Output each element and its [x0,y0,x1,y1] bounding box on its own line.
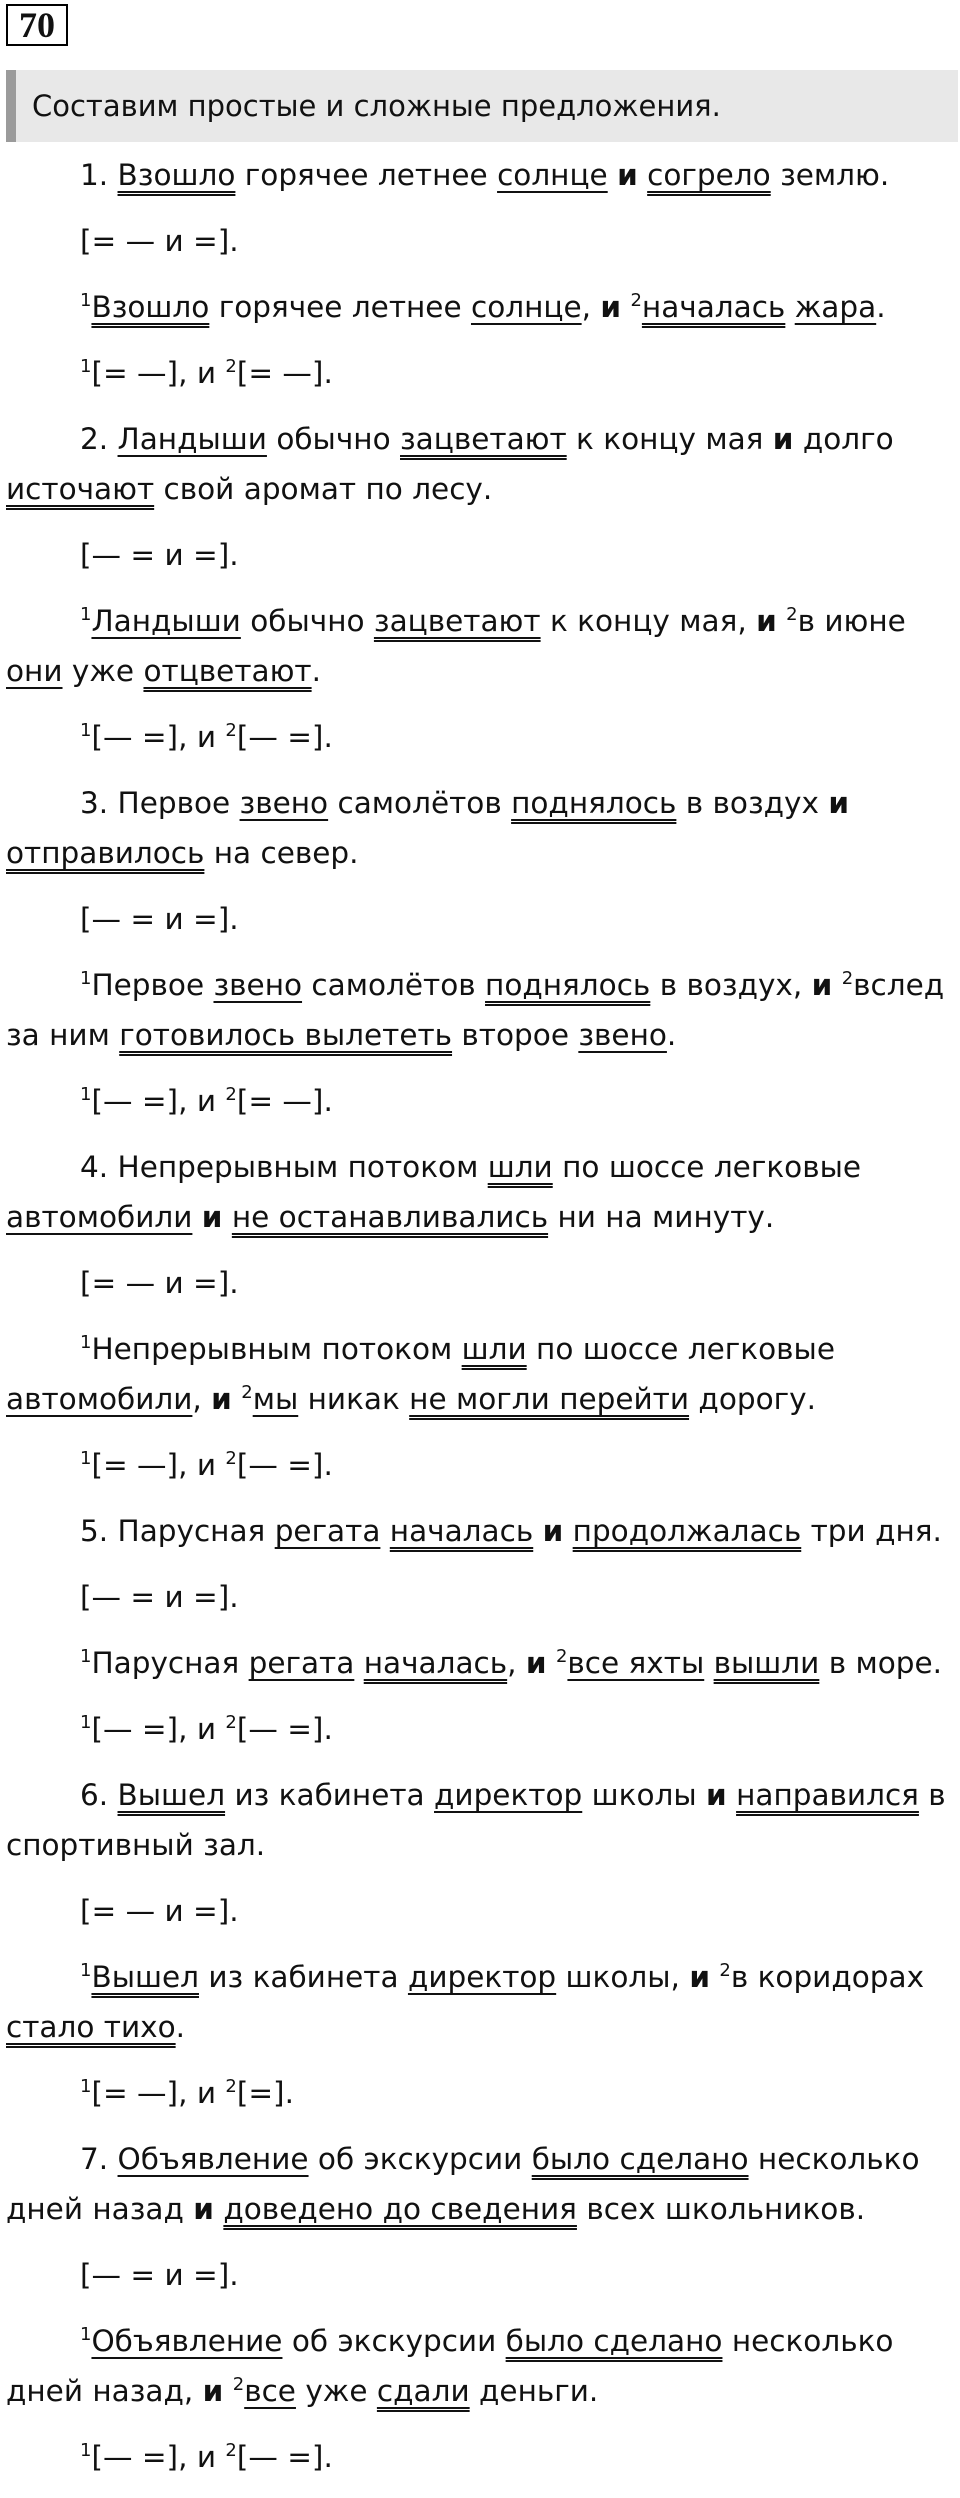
subject-word: регата [274,1514,381,1548]
text-segment: [— = и =]. [80,538,239,572]
text-line [6,1258,956,1308]
text-segment: в июне [797,604,906,638]
predicate-word: продолжалась [572,1514,802,1548]
text-segment: в море. [819,1646,943,1680]
clause-index: 2 [555,1646,568,1668]
conjunction: и [202,2374,224,2408]
predicate-word: направился [736,1778,919,1812]
predicate-word: вышли [713,1646,820,1680]
text-segment: об экскурсии [308,2142,532,2176]
text-line [6,2068,956,2118]
text-line [6,712,956,762]
clause-index: 2 [225,2076,237,2098]
predicate-word: началась [641,290,786,324]
text-line [6,1506,956,1556]
predicate-word: зацветают [373,604,541,638]
subject-word: звено [578,1018,667,1052]
text-segment: [— =]. [236,1448,333,1482]
subject-word: звено [213,968,303,1002]
text-segment: уже [295,2374,377,2408]
text-segment [608,158,617,192]
clause-index: 2 [225,2440,237,2462]
text-segment [380,1514,389,1548]
conjunction: и [193,2192,214,2226]
text-segment: несколько дней назад [6,2142,920,2226]
exercise-number: 70 [6,4,68,46]
text-line [6,2134,956,2234]
text-line [6,1952,956,2052]
text-segment: деньги. [469,2374,599,2408]
text-segment: второе [452,1018,579,1052]
text-line [6,1142,956,1242]
text-segment [547,1646,556,1680]
text-segment: . [175,2010,186,2044]
text-segment [704,1646,713,1680]
text-segment: долго [793,422,894,456]
conjunction: и [617,158,638,192]
text-segment: [= —], и [91,2076,226,2110]
predicate-word: Взошло [91,290,210,324]
subject-word: директор [407,1960,557,1994]
text-segment: [— =]. [236,1712,333,1746]
text-line [6,2432,956,2482]
predicate-word: зацветают [400,422,567,456]
text-segment: [— = и =]. [80,1580,239,1614]
clause-index: 1 [80,1960,92,1982]
predicate-word: согрело [647,158,771,192]
text-line [6,414,956,514]
text-segment: [= — и =]. [80,1266,239,1300]
text-segment: 6. [80,1778,118,1812]
text-segment: три дня. [801,1514,942,1548]
subject-word: солнце [497,158,608,192]
conjunction: и [211,1382,232,1416]
text-segment [354,1646,363,1680]
text-segment: [— =], и [91,720,226,754]
text-segment: Первое [91,968,214,1002]
predicate-word: Вышел [117,1778,226,1812]
text-line [6,282,956,332]
text-segment: к концу мая [566,422,773,456]
text-segment: [— = и =]. [80,2258,239,2292]
exercise-content [6,150,956,2498]
conjunction: и [756,604,777,638]
text-segment: . [666,1018,677,1052]
predicate-word: шли [487,1150,553,1184]
subject-word: солнце [470,290,582,324]
text-segment [638,158,647,192]
text-line [6,1440,956,1490]
text-segment: [= —]. [236,1084,333,1118]
clause-index: 1 [80,2324,92,2346]
predicate-word: не останавливались [231,1200,549,1234]
text-segment: в спортивный зал. [6,1778,946,1862]
subject-word: директор [434,1778,583,1812]
text-segment: горячее летнее [209,290,471,324]
text-segment: [— =], и [91,1084,226,1118]
subject-word: звено [239,786,329,820]
text-segment: по шоссе легковые [552,1150,862,1184]
predicate-word: шли [461,1332,527,1366]
text-segment: [= — и =]. [80,1894,239,1928]
text-line [6,596,956,696]
text-segment [214,2192,223,2226]
text-segment: 1. [80,158,118,192]
subject-word: регата [248,1646,355,1680]
text-segment [563,1514,572,1548]
text-segment: уже [62,654,144,688]
text-segment: обычно [266,422,400,456]
text-segment: в воздух [676,786,829,820]
text-segment: по шоссе легковые [526,1332,835,1366]
text-segment: 3. Первое [80,786,240,820]
predicate-word: началась [389,1514,534,1548]
text-segment: [— = и =]. [80,902,239,936]
text-segment: школы, [556,1960,690,1994]
clause-index: 1 [80,968,92,990]
text-segment: [— =]. [236,2440,333,2474]
conjunction: и [828,786,849,820]
text-segment [223,2374,232,2408]
subject-word: автомобили [6,1382,193,1416]
conjunction: и [201,1200,223,1234]
text-segment: , [507,1646,526,1680]
clause-index: 2 [719,1960,731,1982]
text-segment: несколько дней назад, [6,2324,894,2408]
predicate-word: было сделано [531,2142,749,2176]
text-segment [710,1960,719,1994]
clause-index: 1 [80,720,92,742]
text-segment: к концу мая, [540,604,757,638]
clause-index: 2 [225,1084,237,1106]
predicate-word: поднялось [485,968,651,1002]
text-line [6,1770,956,1870]
subject-word: автомобили [6,1200,193,1234]
text-segment: [= — и =]. [80,224,239,258]
text-line [6,1076,956,1126]
text-segment: , [192,1382,212,1416]
text-segment: никак [298,1382,410,1416]
predicate-word: доведено до сведения [223,2192,577,2226]
text-line [6,1704,956,1754]
subject-word: все [244,2374,296,2408]
subject-word: жара [794,290,877,324]
text-segment: об экскурсии [282,2324,506,2358]
text-segment [533,1514,542,1548]
text-segment: . [876,290,886,324]
text-segment: . [311,654,321,688]
predicate-word: готовилось вылететь [119,1018,453,1052]
conjunction: и [542,1514,564,1548]
task-statement: Составим простые и сложные предложения. [6,70,958,142]
conjunction: и [689,1960,710,1994]
text-line [6,894,956,944]
text-segment: самолётов [328,786,512,820]
text-line [6,530,956,580]
subject-word: Объявление [117,2142,309,2176]
clause-index: 2 [241,1382,253,1404]
predicate-word: источают [6,472,155,506]
text-segment [777,604,786,638]
predicate-word: стало тихо [6,2010,176,2044]
text-segment: из кабинета [225,1778,435,1812]
text-segment [192,1200,201,1234]
text-segment: [=]. [236,2076,294,2110]
text-line [6,2316,956,2416]
predicate-word: отцветают [143,654,312,688]
clause-index: 1 [80,2440,92,2462]
subject-word: они [6,654,63,688]
text-segment: [= —]. [236,356,333,390]
predicate-word: началась [363,1646,508,1680]
text-line [6,216,956,266]
text-segment: самолётов [302,968,486,1002]
text-segment: Парусная [91,1646,249,1680]
text-segment: Непрерывным потоком [91,1332,462,1366]
predicate-word: Вышел [91,1960,199,1994]
text-line [6,150,956,200]
subject-word: мы [252,1382,299,1416]
text-segment: в коридорах [730,1960,925,1994]
text-segment: в воздух, [650,968,812,1002]
text-segment: 2. [80,422,118,456]
text-line [6,960,956,1060]
clause-index: 1 [80,1712,92,1734]
text-line [6,1886,956,1936]
text-segment: из кабинета [198,1960,408,1994]
text-segment [232,1382,241,1416]
text-segment [832,968,841,1002]
text-segment: горячее летнее [235,158,498,192]
text-segment: [— =]. [236,720,333,754]
clause-index: 2 [225,1448,237,1470]
predicate-word: сдали [376,2374,470,2408]
clause-index: 1 [80,290,92,312]
subject-word: Объявление [91,2324,283,2358]
text-segment: 5. Парусная [80,1514,275,1548]
conjunction: и [772,422,794,456]
clause-index: 1 [80,1084,92,1106]
clause-index: 1 [80,2076,92,2098]
text-line [6,2250,956,2300]
text-line [6,348,956,398]
text-segment: школы [582,1778,707,1812]
text-segment: [= —], и [91,356,226,390]
clause-index: 1 [80,604,92,626]
text-segment: свой аромат по лесу. [154,472,493,506]
clause-index: 2 [225,720,237,742]
text-segment [727,1778,736,1812]
text-segment: землю. [770,158,890,192]
text-segment: на север. [204,836,359,870]
text-segment: [— =], и [91,2440,226,2474]
clause-index: 2 [841,968,854,990]
text-segment: обычно [240,604,374,638]
text-segment: 7. [80,2142,118,2176]
conjunction: и [706,1778,727,1812]
text-line [6,1638,956,1688]
text-segment [222,1200,231,1234]
predicate-word: отправилось [6,836,205,870]
predicate-word: поднялось [511,786,677,820]
text-line [6,1324,956,1424]
subject-word: все яхты [567,1646,705,1680]
conjunction: и [525,1646,547,1680]
text-segment: [— =], и [91,1712,226,1746]
clause-index: 2 [225,1712,237,1734]
text-segment: [= —], и [91,1448,226,1482]
text-segment [785,290,794,324]
conjunction: и [600,290,622,324]
text-segment: вслед за ним [6,968,945,1052]
predicate-word: Взошло [117,158,236,192]
subject-word: Ландыши [91,604,241,638]
text-line [6,778,956,878]
text-segment: 4. Непрерывным потоком [80,1150,488,1184]
text-segment: дорогу. [689,1382,816,1416]
text-segment: , [581,290,601,324]
clause-index: 1 [80,1332,92,1354]
text-segment: ни на минуту. [548,1200,775,1234]
clause-index: 1 [80,356,92,378]
clause-index: 2 [225,356,237,378]
clause-index: 2 [232,2374,245,2396]
clause-index: 2 [786,604,798,626]
clause-index: 1 [80,1646,92,1668]
subject-word: Ландыши [117,422,267,456]
clause-index: 2 [630,290,642,312]
text-segment: всех школьников. [576,2192,866,2226]
conjunction: и [811,968,833,1002]
predicate-word: было сделано [505,2324,723,2358]
predicate-word: не могли перейти [409,1382,690,1416]
text-line [6,1572,956,1622]
clause-index: 1 [80,1448,92,1470]
